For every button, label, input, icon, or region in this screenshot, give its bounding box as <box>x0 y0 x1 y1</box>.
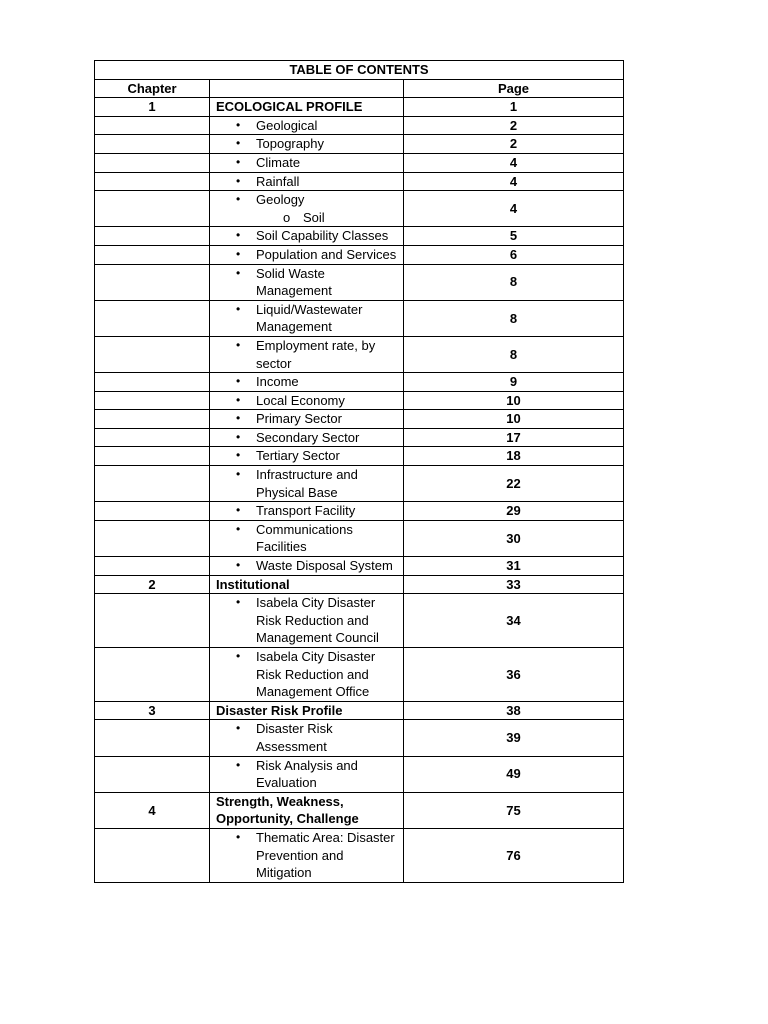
page-number: 30 <box>404 520 624 556</box>
bullet-icon: • <box>236 136 241 151</box>
entry-cell <box>210 153 404 172</box>
bullet-icon: • <box>236 757 241 772</box>
bullet-icon: • <box>236 154 241 169</box>
bullet-icon: • <box>236 411 241 426</box>
page-number: 34 <box>404 594 624 648</box>
bullet-icon: • <box>236 337 241 352</box>
bullet-line <box>210 829 403 882</box>
entry-row <box>95 336 624 372</box>
page-number: 9 <box>404 373 624 392</box>
chapter-number <box>95 245 210 264</box>
entry-cell <box>210 227 404 246</box>
bullet-icon: • <box>236 228 241 243</box>
entry-row <box>95 373 624 392</box>
header-row <box>95 79 624 98</box>
bullet-icon: • <box>236 521 241 536</box>
toc-title: TABLE OF CONTENTS <box>95 61 624 80</box>
chapter-number <box>95 373 210 392</box>
page-number: 76 <box>404 828 624 882</box>
entry-row <box>95 191 624 227</box>
bullet-line <box>210 466 403 501</box>
bullet-line <box>210 447 403 465</box>
bullet-line <box>210 594 403 647</box>
entry-row <box>95 594 624 648</box>
bullet-icon: • <box>236 649 241 663</box>
entry-row <box>95 264 624 300</box>
chapter-number <box>95 720 210 756</box>
chapter-title: Disaster Risk Profile <box>210 701 404 720</box>
bullet-line <box>210 246 403 264</box>
entry-cell <box>210 828 404 882</box>
page-number: 2 <box>404 135 624 154</box>
page-number: 33 <box>404 575 624 594</box>
chapter-number <box>95 648 210 702</box>
bullet-icon: • <box>236 448 241 463</box>
entry-cell <box>210 300 404 336</box>
page-number: 4 <box>404 153 624 172</box>
entry-cell <box>210 191 404 227</box>
page-number: 5 <box>404 227 624 246</box>
entry-row <box>95 520 624 556</box>
bullet-line <box>210 521 403 556</box>
bullet-icon: • <box>236 301 241 316</box>
chapter-row <box>95 575 624 594</box>
chapter-number: 1 <box>95 98 210 117</box>
entry-cell <box>210 466 404 502</box>
chapter-number <box>95 135 210 154</box>
chapter-number <box>95 502 210 521</box>
entry-row <box>95 502 624 521</box>
entry-title: Tertiary Sector <box>256 448 340 464</box>
chapter-number: 4 <box>95 792 210 828</box>
page-number: 31 <box>404 557 624 576</box>
entry-row <box>95 557 624 576</box>
bullet-line <box>210 557 403 575</box>
chapter-title: Institutional <box>210 575 404 594</box>
entry-title: Topography <box>256 136 324 152</box>
bullet-icon: • <box>236 192 241 207</box>
chapter-number <box>95 227 210 246</box>
chapter-number: 2 <box>95 575 210 594</box>
entry-title: Primary Sector <box>256 411 342 427</box>
entry-title: Risk Analysis and Evaluation <box>256 757 358 791</box>
entry-row <box>95 172 624 191</box>
chapter-number <box>95 557 210 576</box>
page-number: 8 <box>404 336 624 372</box>
entry-title: Rainfall <box>256 173 300 189</box>
entry-cell <box>210 245 404 264</box>
bullet-icon: • <box>236 595 241 610</box>
page-number: 10 <box>404 391 624 410</box>
entry-row <box>95 756 624 792</box>
bullet-line <box>210 720 403 755</box>
entry-cell <box>210 648 404 702</box>
chapter-row <box>95 792 624 828</box>
title-row <box>95 61 624 80</box>
entry-cell <box>210 391 404 410</box>
entry-title: Liquid/Wastewater Management <box>256 301 363 335</box>
chapter-number <box>95 466 210 502</box>
page-number: 38 <box>404 701 624 720</box>
bullet-icon: • <box>236 467 241 482</box>
page-number: 75 <box>404 792 624 828</box>
bullet-line <box>210 135 403 153</box>
bullet-icon: • <box>236 374 241 389</box>
entry-row <box>95 447 624 466</box>
chapter-number <box>95 191 210 227</box>
chapter-title: ECOLOGICAL PROFILE <box>210 98 404 117</box>
bullet-line <box>210 502 403 520</box>
chapter-number: 3 <box>95 701 210 720</box>
chapter-row <box>95 98 624 117</box>
chapter-number <box>95 172 210 191</box>
bullet-icon: • <box>236 829 241 844</box>
page-number: 49 <box>404 756 624 792</box>
entry-cell <box>210 410 404 429</box>
topic-header <box>210 79 404 98</box>
page-number: 8 <box>404 264 624 300</box>
page-number: 1 <box>404 98 624 117</box>
entry-row <box>95 428 624 447</box>
entry-title: Geology <box>256 192 305 208</box>
bullet-icon: • <box>236 721 241 736</box>
entry-cell <box>210 557 404 576</box>
page-number: 2 <box>404 116 624 135</box>
entry-row <box>95 135 624 154</box>
bullet-line <box>210 648 403 701</box>
entry-title: Geological <box>256 117 318 133</box>
entry-cell <box>210 116 404 135</box>
bullet-icon: • <box>236 173 241 188</box>
page-number: 22 <box>404 466 624 502</box>
entry-title: Soil Capability Classes <box>256 228 389 244</box>
bullet-icon: • <box>236 117 241 132</box>
page-number: 39 <box>404 720 624 756</box>
entry-title: Secondary Sector <box>256 429 360 445</box>
entry-row <box>95 828 624 882</box>
page-number: 4 <box>404 191 624 227</box>
chapter-number <box>95 336 210 372</box>
bullet-icon: • <box>236 392 241 407</box>
bullet-line <box>210 429 403 447</box>
chapter-number <box>95 520 210 556</box>
chapter-row <box>95 701 624 720</box>
bullet-line <box>210 227 403 245</box>
bullet-line <box>210 154 403 172</box>
bullet-line <box>210 392 403 410</box>
entry-cell <box>210 135 404 154</box>
chapter-number <box>95 410 210 429</box>
bullet-icon: • <box>236 558 241 573</box>
sub-bullet-line <box>210 209 403 227</box>
chapter-number <box>95 447 210 466</box>
page-number: 8 <box>404 300 624 336</box>
entry-cell <box>210 428 404 447</box>
entry-title: Climate <box>256 154 301 170</box>
chapter-header: Chapter <box>95 79 210 98</box>
bullet-line <box>210 301 403 336</box>
entry-title: Thematic Area: Disaster Prevention and Mitigation <box>256 829 395 881</box>
entry-cell <box>210 520 404 556</box>
page-header: Page <box>404 79 624 98</box>
entry-cell <box>210 373 404 392</box>
entry-row <box>95 466 624 502</box>
page-number: 18 <box>404 447 624 466</box>
entry-cell <box>210 172 404 191</box>
entry-cell <box>210 336 404 372</box>
chapter-number <box>95 828 210 882</box>
bullet-icon: • <box>236 503 241 518</box>
chapter-number <box>95 428 210 447</box>
page-number: 17 <box>404 428 624 447</box>
entry-title: Infrastructure and Physical Base <box>256 467 358 500</box>
entry-title: Income <box>256 374 299 390</box>
entry-title: Waste Disposal System <box>256 558 393 574</box>
chapter-number <box>95 300 210 336</box>
page-number: 36 <box>404 648 624 702</box>
entry-row <box>95 227 624 246</box>
entry-row <box>95 410 624 429</box>
bullet-line <box>210 117 403 135</box>
bullet-line <box>210 173 403 191</box>
entry-title: Disaster Risk Assessment <box>256 721 333 754</box>
bullet-line <box>210 410 403 428</box>
bullet-icon: • <box>236 246 241 261</box>
toc-body <box>95 61 624 883</box>
bullet-line <box>210 191 403 209</box>
entry-cell <box>210 502 404 521</box>
page-number: 4 <box>404 172 624 191</box>
entry-title: Employment rate, by sector <box>256 337 376 371</box>
entry-row <box>95 648 624 702</box>
entry-title: Isabela City Disaster Risk Reduction and Management Office <box>256 649 376 700</box>
chapter-number <box>95 391 210 410</box>
entry-title: Transport Facility <box>256 503 356 519</box>
chapter-number <box>95 594 210 648</box>
page-number: 29 <box>404 502 624 521</box>
entry-row <box>95 300 624 336</box>
entry-row <box>95 153 624 172</box>
table-of-contents <box>94 60 624 883</box>
sub-entry-title: Soil <box>303 209 325 225</box>
entry-title: Isabela City Disaster Risk Reduction and Management Council <box>256 595 379 646</box>
chapter-number <box>95 756 210 792</box>
entry-row <box>95 391 624 410</box>
entry-title: Local Economy <box>256 392 345 408</box>
entry-row <box>95 720 624 756</box>
entry-cell <box>210 264 404 300</box>
chapter-number <box>95 153 210 172</box>
entry-row <box>95 116 624 135</box>
entry-title: Communications Facilities <box>256 521 353 555</box>
sub-bullet-icon: o <box>283 209 291 225</box>
page-number: 10 <box>404 410 624 429</box>
bullet-icon: • <box>236 429 241 444</box>
entry-cell <box>210 594 404 648</box>
chapter-number <box>95 264 210 300</box>
entry-cell <box>210 756 404 792</box>
bullet-line <box>210 373 403 391</box>
entry-title: Population and Services <box>256 246 397 262</box>
bullet-line <box>210 337 403 372</box>
entry-cell <box>210 720 404 756</box>
page-number: 6 <box>404 245 624 264</box>
entry-cell <box>210 447 404 466</box>
bullet-icon: • <box>236 265 241 280</box>
chapter-number <box>95 116 210 135</box>
bullet-line <box>210 265 403 300</box>
bullet-line <box>210 757 403 792</box>
chapter-title: Strength, Weakness, Opportunity, Challenge <box>210 792 404 828</box>
entry-title: Solid Waste Management <box>256 265 332 299</box>
entry-row <box>95 245 624 264</box>
